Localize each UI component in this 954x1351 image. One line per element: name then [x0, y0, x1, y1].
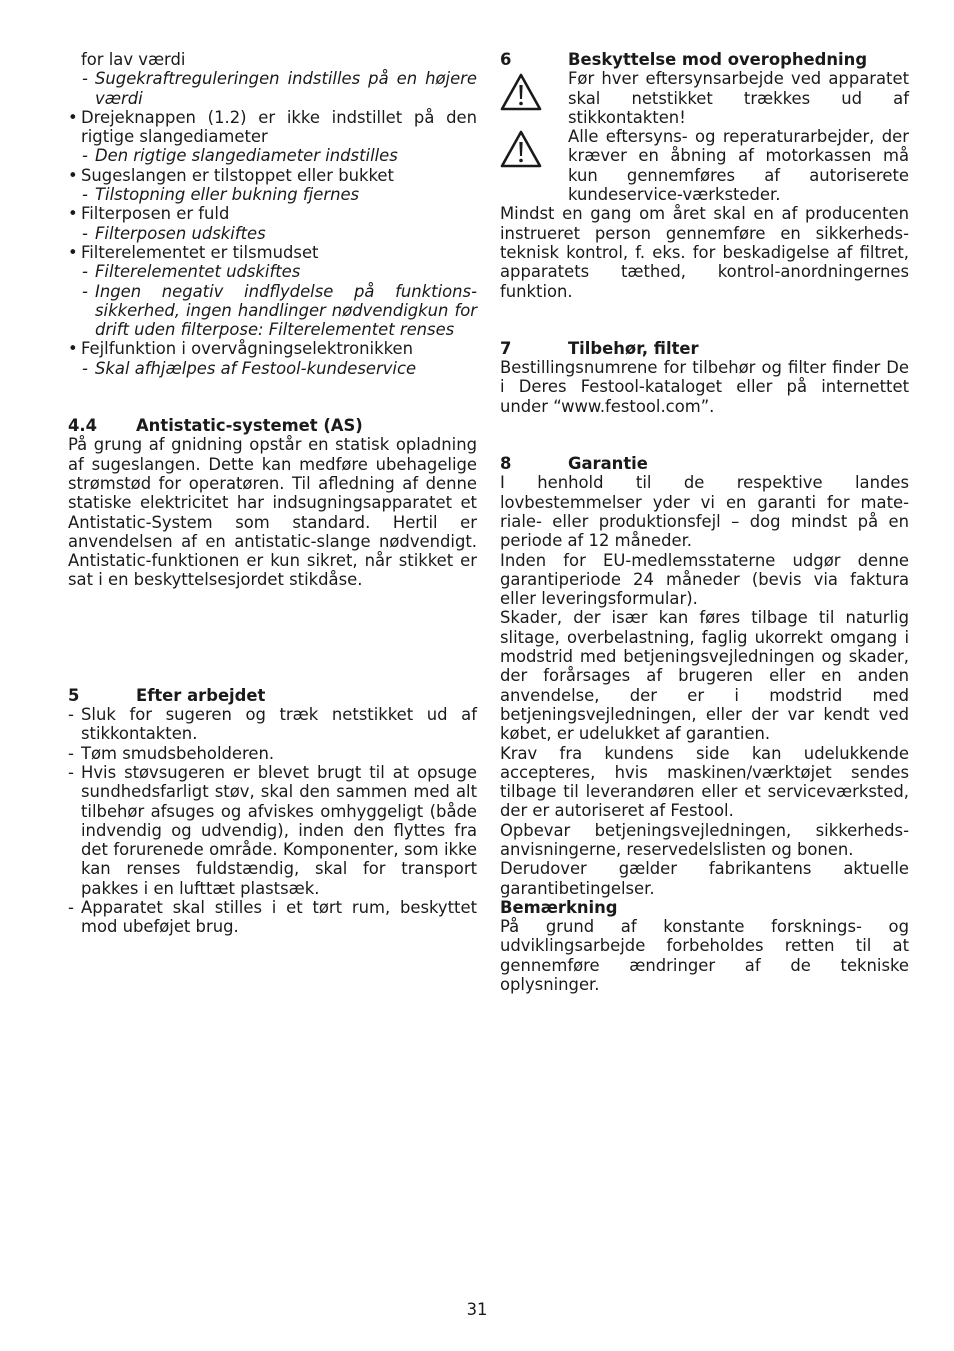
section-number: 8	[500, 454, 512, 474]
section-title: Garantie	[568, 454, 648, 474]
list-item: - Sluk for sugeren og træk netstikket ud af stikkontakten.	[68, 705, 477, 744]
note-paragraph: På grund af konstante forsknings- og udviklingsarbejde forbeholdes retten til at gennemføre ændringer af de tekniske oplysninger.	[500, 917, 909, 995]
page-number: 31	[466, 1300, 488, 1319]
fault-item: • Drejeknappen (1.2) er ikke indstillet på den rigtige slangediameter	[68, 108, 477, 147]
remedy-item: - Skal afhjælpes af Festool-kundeservice	[68, 359, 477, 378]
section-paragraph: Mindst en gang om året skal en af producenten instrueret person gennemføre en sikkerheds-teknisk kontrol, f. eks. for beskadigelse af filtret, apparatets tæthed, kontrol-anordningernes funktion.	[500, 204, 909, 301]
section-paragraph: Bestillingsnumrene for tilbehør og filter finder De i Deres Festool-kataloget eller på internettet under “www.festool.com”.	[500, 358, 909, 416]
section-number: 5	[68, 685, 80, 705]
section-number: 7	[500, 338, 512, 358]
section-paragraph: Krav fra kundens side kan udelukkende accepteres, hvis maskinen/værktøjet sendes tilbage til leverandøren eller et serviceværksted, der er autoriseret af Festool.	[500, 743, 909, 821]
remedy-item: - Filterposen udskiftes	[68, 224, 477, 243]
section-paragraph: Inden for EU-medlemsstaterne udgør denne garantiperiode 24 måneder (bevis via faktura eller leveringsformular).	[500, 550, 909, 609]
remedy-item: - Tilstopning eller bukning fjernes	[68, 185, 477, 204]
section-title: Tilbehør, filter	[568, 338, 699, 358]
text-line: for lav værdi	[81, 50, 186, 69]
remedy-item: - Den rigtige slangediameter indstilles	[68, 146, 477, 165]
section-heading-4-4	[68, 416, 477, 435]
section-title: Efter arbejdet	[136, 685, 266, 705]
section-number: 4.4	[68, 416, 98, 436]
section-title: Beskyttelse mod overophedning	[568, 50, 868, 69]
fault-item: • Filterposen er fuld	[68, 204, 477, 223]
section-paragraph: Skader, der især kan føres tilbage til naturlig slitage, overbelastning, faglig ukorrekt omgang i modstrid med betjeningsvejledningen og skader, der forårsages af brugeren eller en anden anvendelse, der er i modstrid med betjeningsvejledningen, eller der var kendt ved købet, er udelukket af garantien.	[500, 608, 909, 744]
warning-text: Før hver eftersynsarbejde ved apparatet skal netstikket trækkes ud af stikkontakten!	[568, 69, 909, 127]
warning-triangle-icon	[500, 130, 542, 168]
warning-block-1	[500, 69, 909, 127]
section-number: 6	[500, 50, 512, 69]
section-title: Antistatic-systemet (AS)	[136, 416, 363, 436]
section-heading-6	[500, 50, 909, 69]
section-heading-7	[500, 339, 909, 358]
remedy-item: - Filterelementet udskiftes	[68, 262, 477, 281]
fault-item: • Fejlfunktion i overvågningselektronikken	[68, 339, 477, 358]
section-paragraph: Derudover gælder fabrikantens aktuelle garantibetingelser.	[500, 859, 909, 898]
section-paragraph: På grung af gnidning opstår en statisk opladning af sugeslangen. Dette kan medføre ubehagelige strømstød for operatøren. Til afledning af denne statiske elektricitet har indsugningsapparatet et Antistatic-System som standard. Hertil er anvendelsen af en antistatic-slange nødvendigt. Antistatic-funktionen er kun sikret, når stikket er sat i en beskyttelsesjordet stikdåse.	[68, 435, 477, 590]
list-item: - Tøm smudsbeholderen.	[68, 744, 477, 763]
fault-item: • Sugeslangen er tilstoppet eller bukket	[68, 166, 477, 185]
list-item: - Apparatet skal stilles i et tørt rum, beskyttet mod ubeføjet brug.	[68, 898, 477, 937]
warning-triangle-icon	[500, 73, 542, 111]
warning-block-2	[500, 127, 909, 204]
remedy-item: - Sugekraftreguleringen indstilles på en højere værdi	[68, 69, 477, 108]
section-heading-8	[500, 454, 909, 473]
remedy-item: - Ingen negativ indflydelse på funktions-sikkerhed, ingen handlinger nødvendigkun for drift uden filterpose: Filterelementet renses	[68, 282, 477, 340]
section-heading-5	[68, 686, 477, 705]
section-paragraph: Opbevar betjeningsvejledningen, sikkerheds-anvisningerne, reservedelslisten og bonen.	[500, 820, 909, 859]
warning-text: Alle eftersyns- og reperaturarbejder, der kræver en åbning af motorkassen må kun gennemføres af autoriserete kundeservice-værksteder.	[568, 127, 909, 205]
left-column	[68, 50, 477, 937]
list-item: - Hvis støvsugeren er blevet brugt til at opsuge sundhedsfarligt støv, skal den sammen med alt tilbehør afsuges og afviskes omhyggeligt (både indvendig og udvendig), inden den flyttes fra det forurenede område. Komponenter, som ikke kan renses fuldstændig, skal for transport pakkes i en lufttæt plastsæk.	[68, 763, 477, 898]
note-heading: Bemærkning	[500, 897, 618, 917]
right-column	[500, 50, 909, 994]
fault-item: • Filterelementet er tilsmudset	[68, 243, 477, 262]
section-paragraph: I henhold til de respektive landes lovbestemmelser yder vi en garanti for mate-riale- eller produktionsfejl – dog mindst på en periode af 12 måneder.	[500, 473, 909, 551]
